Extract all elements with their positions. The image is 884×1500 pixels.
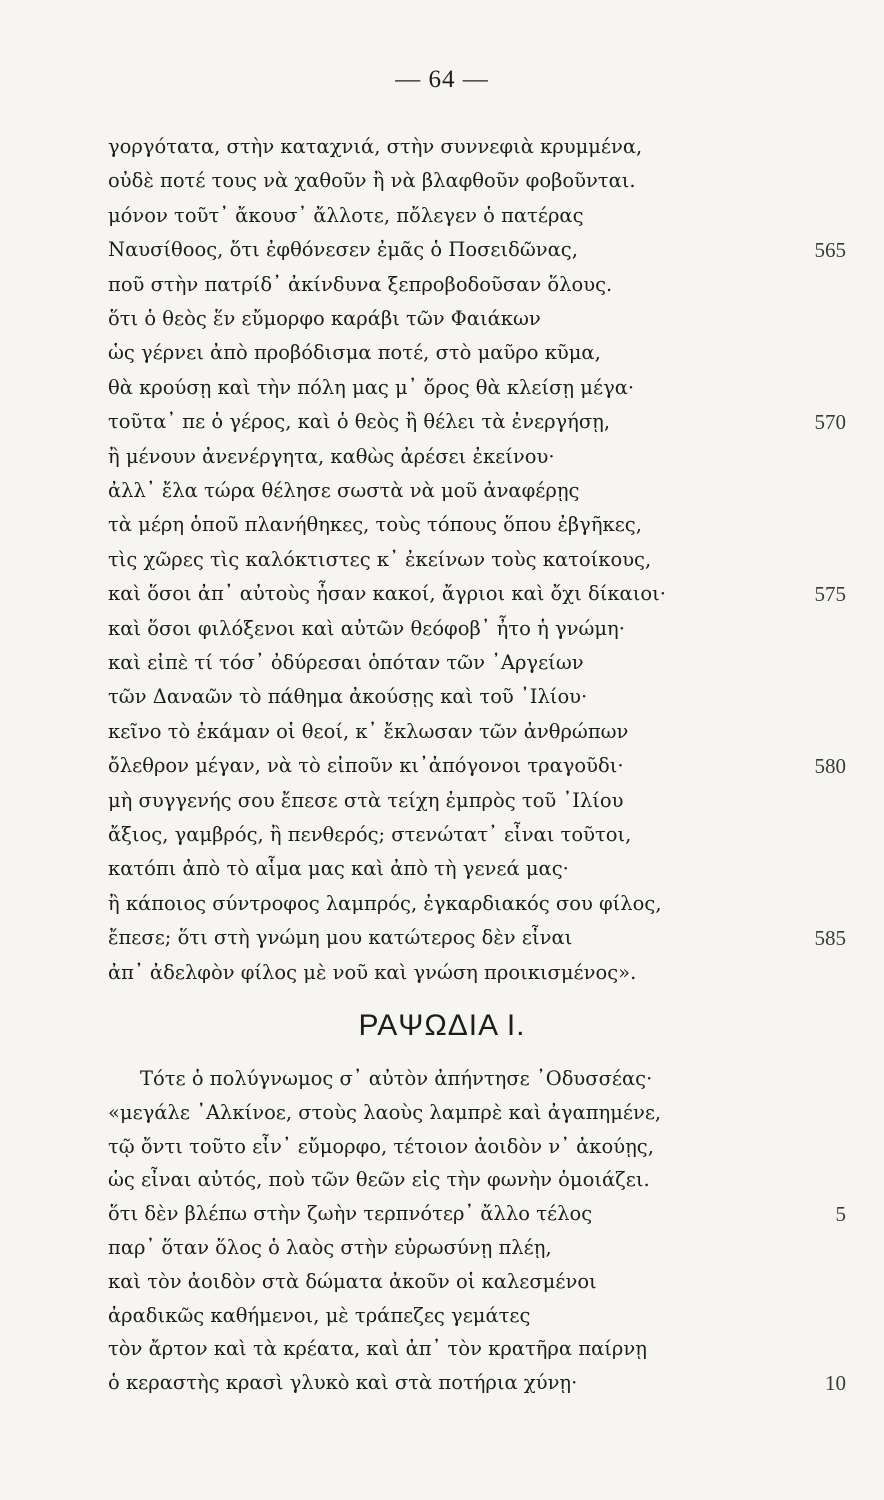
line-number: 580 [814,754,846,779]
verse-text: ἄξιος, γαμβρός, ἢ πενθερός; στενώτατ᾽ εἶναι τοῦτοι, [108,823,632,846]
verse-line [0,958,884,988]
verse-text: ἀλλ᾽ ἔλα τώρα θέλησε σωστὰ νὰ μοῦ ἀναφέρῃς [108,479,580,502]
verse-line [0,648,884,678]
verse-text: ἢ κάποιος σύντροφος λαμπρός, ἐγκαρδιακός σου φίλος, [108,891,662,915]
verse-line [0,545,884,575]
verse-text: ἢ μένουν ἀνενέργητα, καθὼς ἀρέσει ἐκείνου· [108,444,555,468]
verse-line [0,1334,884,1364]
verse-line [0,854,884,884]
verse-text: ὡς εἶναι αὐτός, ποὺ τῶν θεῶν εἰς τὴν φωνὴν ὁμοιάζει. [108,1168,650,1192]
verse-text: ὅτι ὁ θεὸς ἕν εὔμορφο καράβι τῶν Φαιάκων [108,307,541,330]
verse-text: τὶς χῶρες τὶς καλόκτιστες κ᾽ ἐκείνων τοὺς κατοίκους, [108,547,652,571]
verse-text: ἔπεσε; ὅτι στὴ γνώμη μου κατώτερος δὲν εἶναι [108,926,573,950]
verse-text: οὐδὲ ποτέ τους νὰ χαθοῦν ἢ νὰ βλαφθοῦν φοβοῦνται. [108,169,636,193]
verse-text: καὶ εἰπὲ τί τόσ᾽ ὀδύρεσαι ὁπόταν τῶν ᾽Αργείων [108,651,584,674]
verse-text: «μεγάλε ᾽Αλκίνοε, στοὺς λαοὺς λαμπρὲ καὶ ἀγαπημένε, [108,1100,662,1124]
verse-text: καὶ ὅσοι φιλόξενοι καὶ αὐτῶν θεόφοβ᾽ ἦτο ἡ γνώμη· [108,616,625,640]
verse-text: μόνον τοῦτ᾽ ἄκουσ᾽ ἄλλοτε, πὄλεγεν ὁ πατέρας [108,203,584,227]
verse-line [0,201,884,231]
verse-line [0,1267,884,1297]
verse-text: τὸν ἄρτον καὶ τὰ κρέατα, καὶ ἀπ᾽ τὸν κρατῆρα παίρνῃ [108,1337,647,1361]
verse-text: τοῦτα᾽ πε ὁ γέρος, καὶ ὁ θεὸς ἢ θέλει τὰ ἐνεργήσῃ, [108,410,611,434]
verse-text: ὅτι δὲν βλέπω στὴν ζωὴν τερπνότερ᾽ ἄλλο τέλος [108,1202,593,1226]
verse-line [0,476,884,506]
verse-line [0,338,884,368]
verse-line [0,1165,884,1195]
verse-text: Ναυσίθοος, ὅτι ἐφθόνεσεν ἐμᾶς ὁ Ποσειδῶνας, [108,238,578,262]
line-number: 585 [814,926,846,951]
verse-line [0,1301,884,1331]
line-number: 10 [825,1371,846,1396]
verse-text: παρ᾽ ὅταν ὅλος ὁ λαὸς στὴν εὐρωσύνῃ πλέῃ, [108,1236,552,1259]
verse-line [0,1132,884,1162]
verse-line [0,1098,884,1128]
verse-line [0,614,884,644]
verse-line [0,304,884,334]
verse-line [0,166,884,196]
verse-line [0,510,884,540]
verse-line [0,751,884,781]
verse-text: τῷ ὄντι τοῦτο εἶν᾽ εὔμορφο, τέτοιον ἀοιδὸν ν᾽ ἀκούῃς, [108,1134,654,1158]
line-number: 565 [814,238,846,263]
verse-line [0,132,884,162]
line-number: 575 [814,582,846,607]
verse-text: καὶ ὅσοι ἀπ᾽ αὐτοὺς ἦσαν κακοί, ἄγριοι καὶ ὄχι δίκαιοι· [108,582,666,606]
verse-line [0,270,884,300]
verse-line [0,407,884,437]
verse-line [0,717,884,747]
verse-text: ὄλεθρον μέγαν, νὰ τὸ εἰποῦν κι᾽ἀπόγονοι τραγοῦδι· [108,754,624,778]
verse-line [0,1368,884,1398]
verse-line [0,889,884,919]
verse-text: τῶν Δαναῶν τὸ πάθημα ἀκούσῃς καὶ τοῦ ᾽Ιλίου· [108,685,588,709]
verse-text: ὡς γέρνει ἀπὸ προβόδισμα ποτέ, στὸ μαῦρο κῦμα, [108,341,601,365]
verse-text: τὰ μέρη ὁποῦ πλανήθηκες, τοὺς τόπους ὅπου ἐβγῆκες, [108,513,642,537]
verse-line [0,786,884,816]
verse-text: γοργότατα, στὴν καταχνιά, στὴν συννεφιὰ κρυμμένα, [108,135,643,158]
verse-text: καὶ τὸν ἀοιδὸν στὰ δώματα ἀκοῦν οἱ καλεσμένοι [108,1269,597,1293]
verse-line [0,820,884,850]
section-title: ΡΑΨΩΔΙΑ Ι. [358,1009,526,1042]
verse-line [0,373,884,403]
verse-line [0,923,884,953]
verse-line [0,579,884,609]
line-number: 5 [835,1202,846,1227]
verse-text: Τότε ὁ πολύγνωμος σ᾽ αὐτὸν ἀπήντησε ᾽Οδυσσέας· [140,1067,653,1090]
verse-line [0,235,884,265]
verse-text: θὰ κρούσῃ καὶ τὴν πόλη μας μ᾽ ὄρος θὰ κλείσῃ μέγα· [108,375,635,399]
verse-line [0,1064,884,1094]
verse-text: ἀραδικῶς καθήμενοι, μὲ τράπεζες γεμάτες [108,1303,531,1327]
verse-line [0,1233,884,1263]
verse-text: κατόπι ἀπὸ τὸ αἷμα μας καὶ ἀπὸ τὴ γενεά μας· [108,857,569,881]
verse-text: ὁ κεραστὴς κρασὶ γλυκὸ καὶ στὰ ποτήρια χύνῃ· [108,1371,578,1395]
verse-line [0,442,884,472]
line-number: 570 [814,410,846,435]
verse-text: μὴ συγγενής σου ἔπεσε στὰ τείχη ἐμπρὸς τοῦ ᾽Ιλίου [108,788,624,812]
verse-text: ποῦ στὴν πατρίδ᾽ ἀκίνδυνα ξεπροβοδοῦσαν ὅλους. [108,272,613,296]
verse-text: κεῖνο τὸ ἐκάμαν οἱ θεοί, κ᾽ ἔκλωσαν τῶν ἀνθρώπων [108,719,629,743]
verse-text: ἀπ᾽ ἀδελφὸν φίλος μὲ νοῦ καὶ γνώση προικισμένος». [108,960,637,984]
verse-line [0,1199,884,1229]
verse-line [0,682,884,712]
page-number: — 64 — [395,66,489,93]
